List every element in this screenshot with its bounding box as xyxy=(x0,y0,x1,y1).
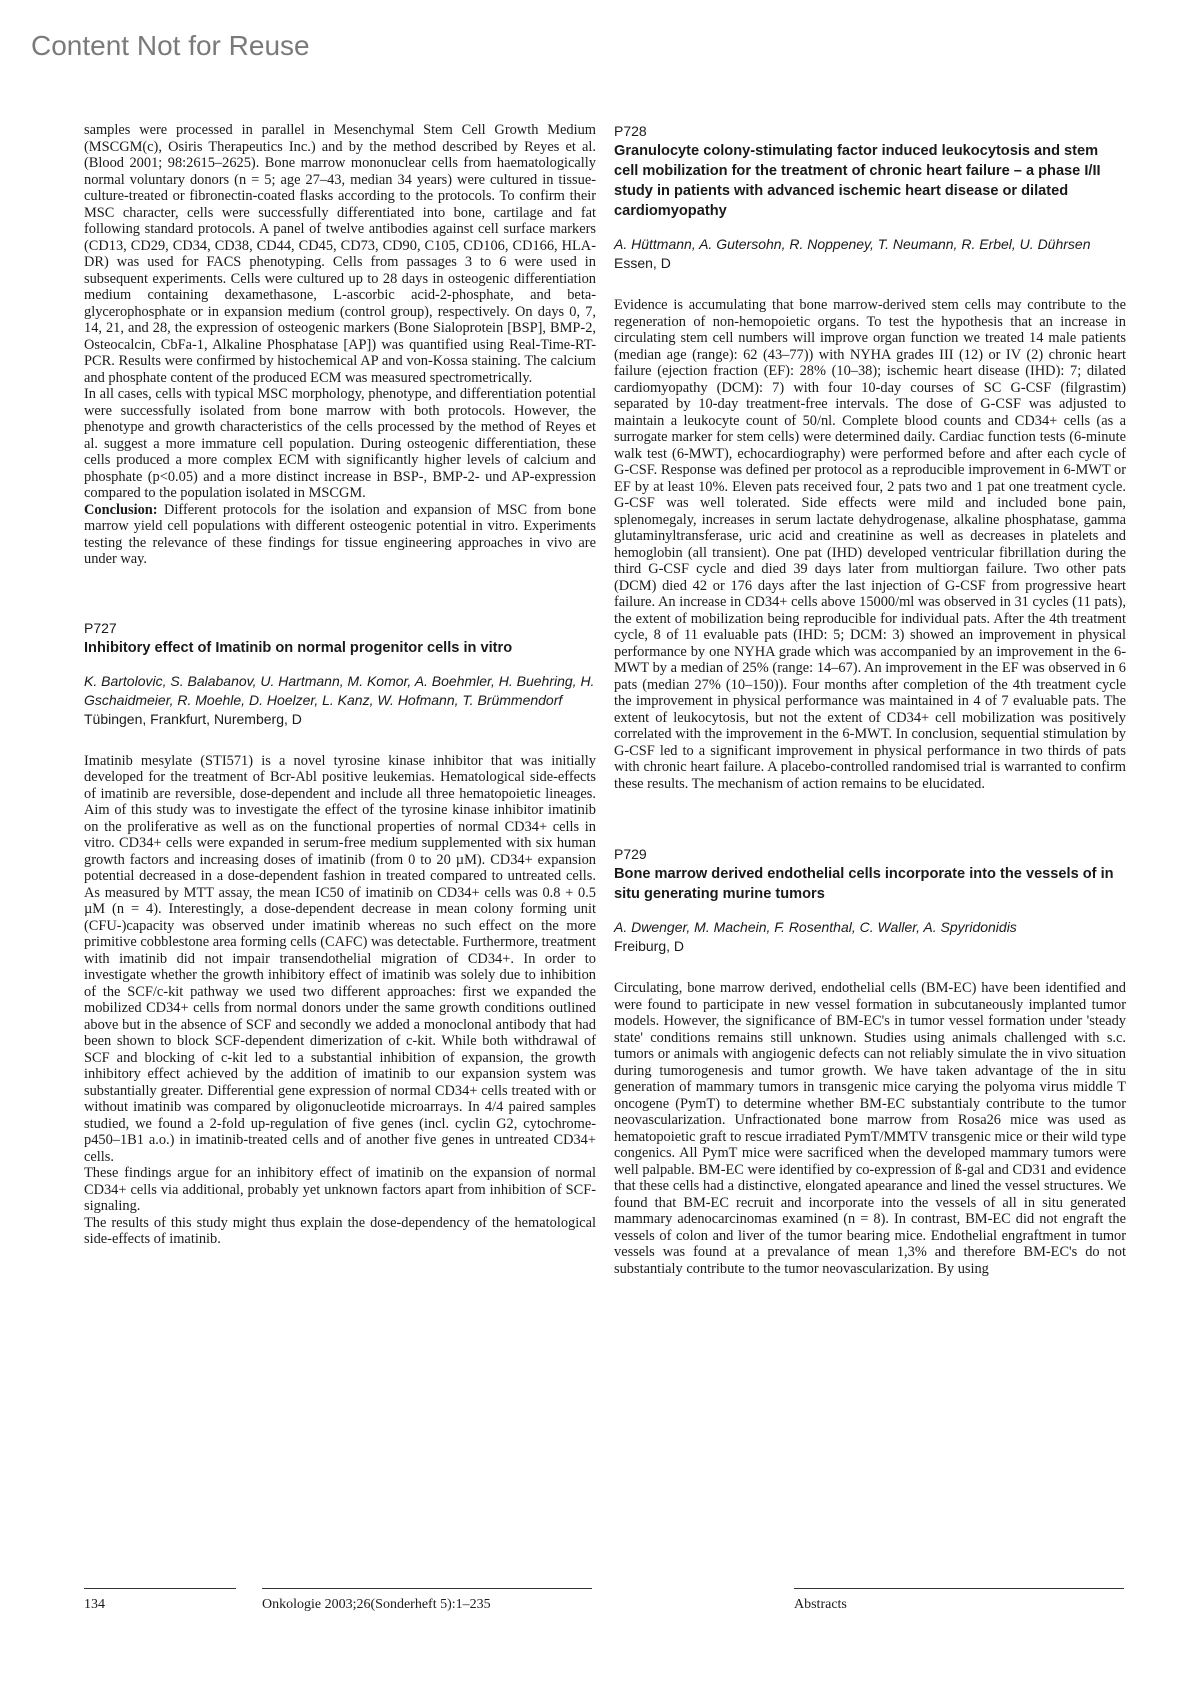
abstract-authors: A. Hüttmann, A. Gutersohn, R. Noppeney, T. Neumann, R. Erbel, U. Dührsen xyxy=(614,236,1091,252)
abstract-code: P729 xyxy=(614,846,647,862)
right-column xyxy=(614,123,1126,1277)
abstract-title: Inhibitory effect of Imatinib on normal progenitor cells in vitro xyxy=(84,639,513,656)
abstract-code: P727 xyxy=(84,619,117,636)
page-number: 134 xyxy=(84,1597,105,1612)
abstract-code: P728 xyxy=(614,123,647,139)
watermark-text: Content Not for Reuse xyxy=(31,30,310,61)
conclusion-text: Different protocols for the isolation and expansion of MSC from bone marrow yield cell populations with different osteogenic potential in vitro. Experiments testing the relevance of these findings for tissue engineering approaches in vivo are under way. xyxy=(84,501,596,567)
continuation-paragraph-1: samples were processed in parallel in Mesenchymal Stem Cell Growth Medium (MSCGM(c), Osiris Therapeutics Inc.) and by the method described by Reyes et al. (Blood 2001; 98:2615–2625). Bone marrow mononuclear cells from haematologically normal voluntary donors (n = 5; age 27–43, median 34 years) were cultured in tissue-culture-treated or fibronectin-coated flasks according to the protocols. To confirm their MSC character, cells were successfully differentiated into bone, cartilage and fat following standard protocols. A panel of twelve antibodies against cell surface markers (CD13, CD29, CD34, CD38, CD44, CD45, CD73, CD90, C105, CD106, CD166, HLA-DR) was used for FACS phenotyping. Cells from passages 3 to 6 were used in subsequent experiments. Cells were cultured up to 28 days in osteogenic differentiation medium containing dexamethasone, L-ascorbic acid-2-phosphate, and beta-glycerophosphate or in expansion medium (control group), respectively. On days 0, 7, 14, 21, and 28, the expression of osteogenic markers (Bone Sialoprotein [BSP], BMP-2, Osteocalcin, CbFa-1, Alkaline Phosphatase [AP]) was quantified using Real-Time-RT-PCR. Results were confirmed by histochemical AP and von-Kossa staining. The calcium and phosphate content of the produced ECM was measured spectrometrically. xyxy=(84,122,596,386)
conclusion-label: Conclusion: xyxy=(84,501,158,518)
journal-citation: Onkologie 2003;26(Sonderheft 5):1–235 xyxy=(262,1597,491,1612)
conclusion-paragraph xyxy=(84,502,596,568)
abstract-paragraph: Circulating, bone marrow derived, endothelial cells (BM-EC) have been identified and were found to participate in new vessel formation in subcutaneously implanted tumor models. However, the significance of BM-EC's in tumor vessel formation under 'steady state' conditions remains still unknown. Studies using animals challenged with s.c. tumors or animals with angiogenic defects can not reliably simulate the in vivo situation during tumorogenesis and tumor growth. We have taken advantage of the in situ generation of mammary tumors in transgenic mice carying the polyoma virus middle T oncogene (PymT) to determine whether BM-EC substantialy contribute to the tumor neovascularization. Unfractionated bone marrow from Rosa26 mice was used as hematopoietic graft to rescue irradiated PymT/MMTV transgenic mice or their wild type congenics. All PymT mice were sacrificed when the developed mammary tumors were well palpable. BM-EC were identified by co-expression of ß-gal and CD31 and evidence that these cells had a distinctive, elongated apearance and lined the vessel structures. We found that BM-EC recruit and incorporate into the vessels of all in situ generated mammary adenocarcinomas examined (n = 8). In contrast, BM-EC did not engraft the vessels of colon and liver of the tumor bearing mice. Endothelial engraftment in tumor vessels was found at a prevalance of mean 1,3% and therefore BM-EC's do not substantialy contribute to the tumor neovascularization. By using xyxy=(614,980,1126,1277)
continuation-paragraph-2: In all cases, cells with typical MSC morphology, phenotype, and differentiation potential were successfully isolated from bone marrow with both protocols. However, the phenotype and growth characteristics of the cells processed by the method of Reyes et al. suggest a more immature cell population. During osteogenic differentiation, these cells produced a more complex ECM with significantly higher levels of calcium and phosphate (p<0.05) and a more distinct increase in BSP-, BMP-2- und AP-expression compared to the population isolated in MSCGM. xyxy=(84,386,596,501)
abstract-paragraph: Evidence is accumulating that bone marrow-derived stem cells may contribute to the regeneration of non-hemopoietic organs. To test the hypothesis that an increase in circulating stem cell numbers will improve organ function we treated 14 male patients (median age (range): 62 (43–77)) with NYHA grades III (12) or IV (2) chronic heart failure (ejection fraction (EF): 28% (10–38); ischemic heart disease (IHD): 7; dilated cardiomyopathy (DCM): 7) with four 10-day courses of SC G-CSF (filgrastim) separated by 10-day treatment-free intervals. The dose of G-CSF was adjusted to maintain a leukocyte count of 50/nl. Complete blood counts and CD34+ cells (as a surrogate marker for stem cells) were determined daily. Cardiac function tests (6-minute walk test (6-MWT), echocardiography) were performed before and after each cycle of G-CSF. Response was defined per protocol as a reproducible improvement in 6-MWT or EF by at least 10%. Eleven pats received four, 2 pats two and 1 pat one treatment cycle. G-CSF was well tolerated. Side effects were mild and included bone pain, splenomegaly, increases in serum lactate dehydrogenase, alkaline phosphatase, gamma glutaminyltransferase, uric acid and creatinine as well as decreases in platelets and hemoglobin (all transient). One pat (IHD) developed ventricular fibrillation during the third G-CSF cycle and died 39 days later from multiorgan failure. Two other pats (DCM) died 42 or 176 days after the last injection of G-CSF from progressive heart failure. An increase in CD34+ cells above 15000/ml was observed in 31 cycles (11 pats), the extent of mobilization being reproducible for individual pats. After the 4th treatment cycle, 8 of 11 evaluable pats (IHD: 5; DCM: 3) showed an improvement in physical performance by one NYHA grade which was accompanied by an improvement in the 6-MWT by a median of 25% (range: 14–67). An improvement in the EF was observed in 6 pats (median 27% (10–150)). Four months after completion of the 4th treatment cycle the improvement in physical performance was maintained in 4 of 7 evaluable pats. The extent of leukocytosis, but not the extent of CD34+ cell mobilization was positively correlated with the improvement in the 6-MWT. In conclusion, sequential stimulation by G-CSF led to a significant improvement in physical performance in two thirds of pats with chronic heart failure. A placebo-controlled randomised trial is warranted to confirm these results. The mechanism of action remains to be elucidated. xyxy=(614,297,1126,792)
footer-rule-right xyxy=(794,1588,1124,1589)
abstract-p728 xyxy=(614,123,1126,792)
abstract-location: Freiburg, D xyxy=(614,938,685,954)
section-name: Abstracts xyxy=(794,1597,847,1612)
abstract-authors: K. Bartolovic, S. Balabanov, U. Hartmann, M. Komor, A. Boehmler, H. Buehring, H. Gschaidmeier, R. Moehle, D. Hoelzer, L. Kanz, W. Hofmann, T. Brümmendorf xyxy=(84,672,595,708)
abstract-p729 xyxy=(614,846,1126,1277)
abstract-authors: A. Dwenger, M. Machein, F. Rosenthal, C. Waller, A. Spyridonidis xyxy=(614,919,1017,935)
left-column xyxy=(84,122,596,1248)
abstract-paragraph: The results of this study might thus explain the dose-dependency of the hematological side-effects of imatinib. xyxy=(84,1214,596,1247)
footer-rule-middle xyxy=(262,1588,592,1589)
abstract-title: Granulocyte colony-stimulating factor induced leukocytosis and stem cell mobilization for the treatment of chronic heart failure – a phase I/II study in patients with advanced ischemic heart disease or dilated cardiomyopathy xyxy=(614,143,1101,219)
abstract-title: Bone marrow derived endothelial cells incorporate into the vessels of in situ generating murine tumors xyxy=(614,866,1114,902)
abstract-location: Essen, D xyxy=(614,255,671,271)
abstract-paragraph: These findings argue for an inhibitory effect of imatinib on the expansion of normal CD34+ cells via additional, probably yet unknown factors apart from inhibition of SCF-signaling. xyxy=(84,1165,596,1214)
footer-rule-left xyxy=(84,1588,236,1589)
abstract-paragraph: Imatinib mesylate (STI571) is a novel tyrosine kinase inhibitor that was initially developed for the treatment of Bcr-Abl positive leukemias. Hematological side-effects of imatinib are reversible, dose-dependent and include all three hematopoietic lineages. Aim of this study was to investigate the effect of the tyrosine kinase inhibitor imatinib on the proliferative as well as on the functional properties of normal CD34+ cells in vitro. CD34+ cells were expanded in serum-free medium supplemented with six human growth factors and increasing doses of imatinib (from 0 to 20 µM). CD34+ expansion potential decreased in a dose-dependent fashion in treated compared to untreated cells. As measured by MTT assay, the mean IC50 of imatinib on CD34+ cells was 0.8 + 0.5 µM (n = 4). Interestingly, a dose-dependent decrease in mean colony forming unit (CFU-)capacity was observed under imatinib whereas no such effect on the more primitive cobblestone area forming cells (CAFC) was detectable. Furthermore, treatment with imatinib did not impair transendothelial migration of CD34+. In order to investigate whether the growth inhibitory effect of imatinib was solely due to inhibition of the SCF/c-kit pathway we used two different approaches: first we expanded the mobilized CD34+ cells from normal donors under the same growth conditions outlined above but in the absence of SCF and secondly we added a monoclonal antibody that had been shown to block SCF-dependent dimerization of c-kit. While both withdrawal of SCF and blocking of c-kit led to a substantial inhibition of expansion, the growth inhibitory effect achieved by the addition of imatinib to our expansion system was substantially greater. Differential gene expression of normal CD34+ cells treated with or without imatinib was compared by oligonucleotide microarrays. In 4/4 paired samples studied, we found a 2-fold up-regulation of five genes (incl. cyclin G2, cytochrome-p450–1B1 a.o.) in imatinib-treated cells and of another five genes in untreated CD34+ cells. xyxy=(84,752,596,1165)
abstract-p727 xyxy=(84,620,596,1248)
abstract-location: Tübingen, Frankfurt, Nuremberg, D xyxy=(84,710,302,727)
